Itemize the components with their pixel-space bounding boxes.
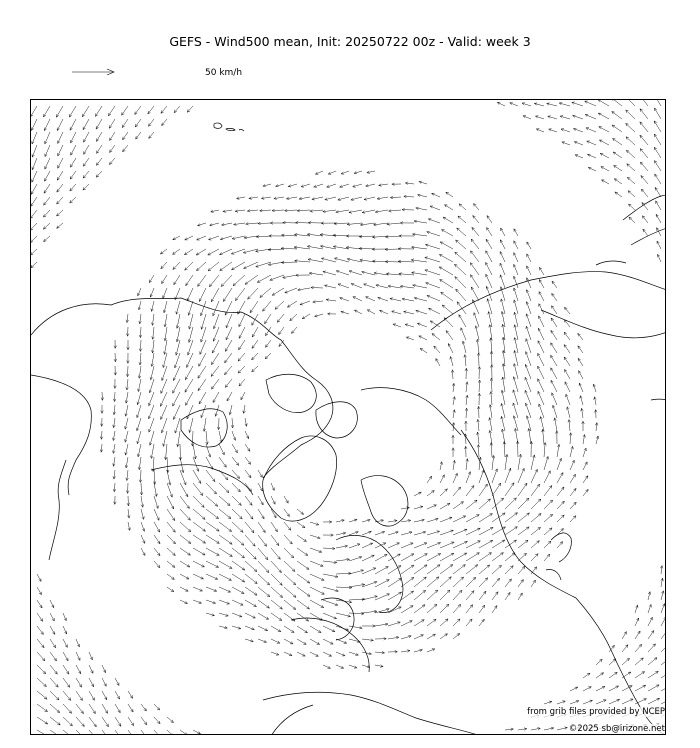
coastlines [31, 123, 666, 735]
reference-arrow-icon [70, 66, 120, 78]
copyright-credit: ©2025 sb@irizone.net [568, 724, 665, 734]
wind-vector-field [31, 100, 666, 735]
map-title: GEFS - Wind500 mean, Init: 20250722 00z - Valid: week 3 [169, 34, 531, 49]
reference-arrow-label: 50 km/h [205, 68, 243, 78]
wind-map [31, 100, 666, 735]
data-source-credit: from grib files provided by NCEP [527, 707, 665, 717]
map-frame [30, 99, 666, 735]
wind-vector-arrows [31, 100, 666, 735]
